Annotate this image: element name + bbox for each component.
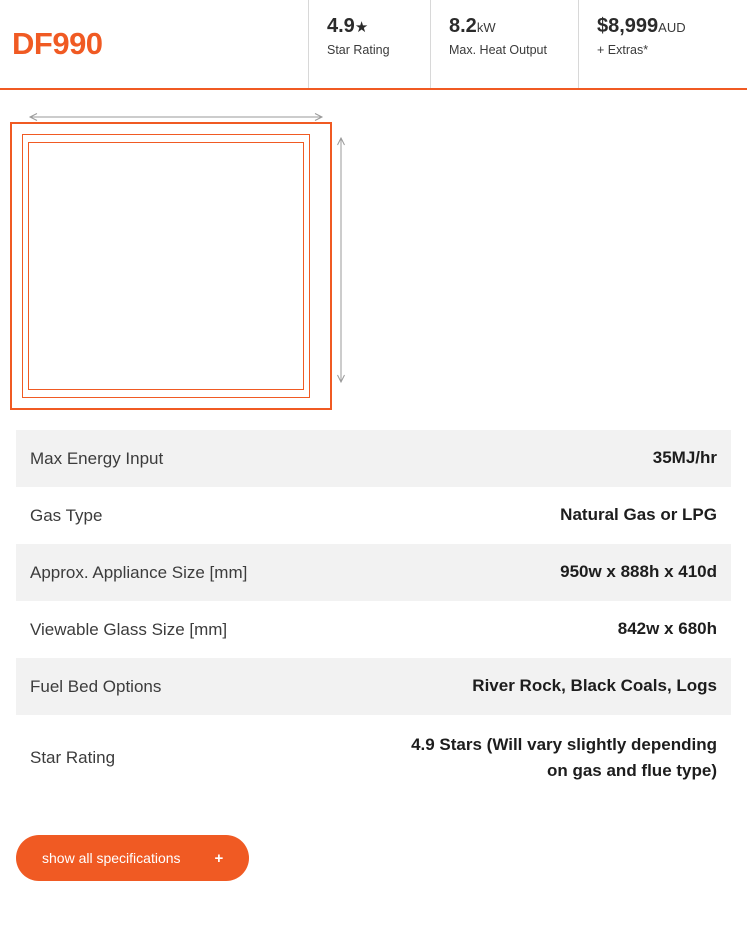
table-row xyxy=(16,601,731,658)
stat-price xyxy=(578,0,743,88)
stat-star-rating-value xyxy=(327,14,430,39)
stat-max-heat-output-unit: kW xyxy=(476,20,496,35)
specifications-table xyxy=(0,430,747,801)
appliance-glass-area xyxy=(28,142,304,390)
show-all-specifications-label: show all specifications xyxy=(42,850,181,866)
stat-star-rating-label: Star Rating xyxy=(327,43,390,57)
stat-price-currency: AUD xyxy=(658,20,686,35)
stat-price-number: $8,999 xyxy=(597,15,659,37)
spec-label: Max Energy Input xyxy=(30,448,164,468)
spec-label: Star Rating xyxy=(30,748,116,767)
height-dimension-arrow xyxy=(336,136,346,384)
show-all-specifications-button[interactable] xyxy=(16,835,249,881)
stat-star-rating xyxy=(308,0,430,88)
spec-value: River Rock, Black Coals, Logs xyxy=(472,676,717,696)
spec-label: Approx. Appliance Size [mm] xyxy=(30,562,248,582)
stat-price-label: + Extras* xyxy=(597,43,649,57)
width-dimension-arrow xyxy=(28,112,324,122)
stat-star-rating-number: 4.9 xyxy=(327,15,355,37)
stat-max-heat-output xyxy=(430,0,578,88)
spec-label: Gas Type xyxy=(30,505,103,525)
spec-value: 35MJ/hr xyxy=(652,448,717,468)
plus-icon: + xyxy=(214,849,224,867)
stat-price-value xyxy=(597,14,743,39)
stat-max-heat-output-number: 8.2 xyxy=(449,15,477,37)
star-icon: ★ xyxy=(354,19,369,36)
spec-value: 950w x 888h x 410d xyxy=(560,562,717,582)
spec-value: 842w x 680h xyxy=(617,619,717,639)
table-row xyxy=(16,658,731,715)
spec-value: Natural Gas or LPG xyxy=(560,505,717,525)
table-row xyxy=(16,544,731,601)
page-title: DF990 xyxy=(12,26,103,61)
appliance-dimension-diagram xyxy=(0,94,747,424)
cta-container xyxy=(0,801,747,881)
product-header xyxy=(0,0,747,90)
table-row xyxy=(16,430,731,487)
stat-max-heat-output-value xyxy=(449,14,578,39)
stat-max-heat-output-label: Max. Heat Output xyxy=(449,43,547,57)
spec-label: Fuel Bed Options xyxy=(30,676,162,696)
spec-label: Viewable Glass Size [mm] xyxy=(30,619,228,639)
spec-value: 4.9 Stars (Will vary slightly depending on gas and flue type) xyxy=(411,734,717,780)
table-row xyxy=(16,487,731,544)
table-row xyxy=(16,715,731,801)
